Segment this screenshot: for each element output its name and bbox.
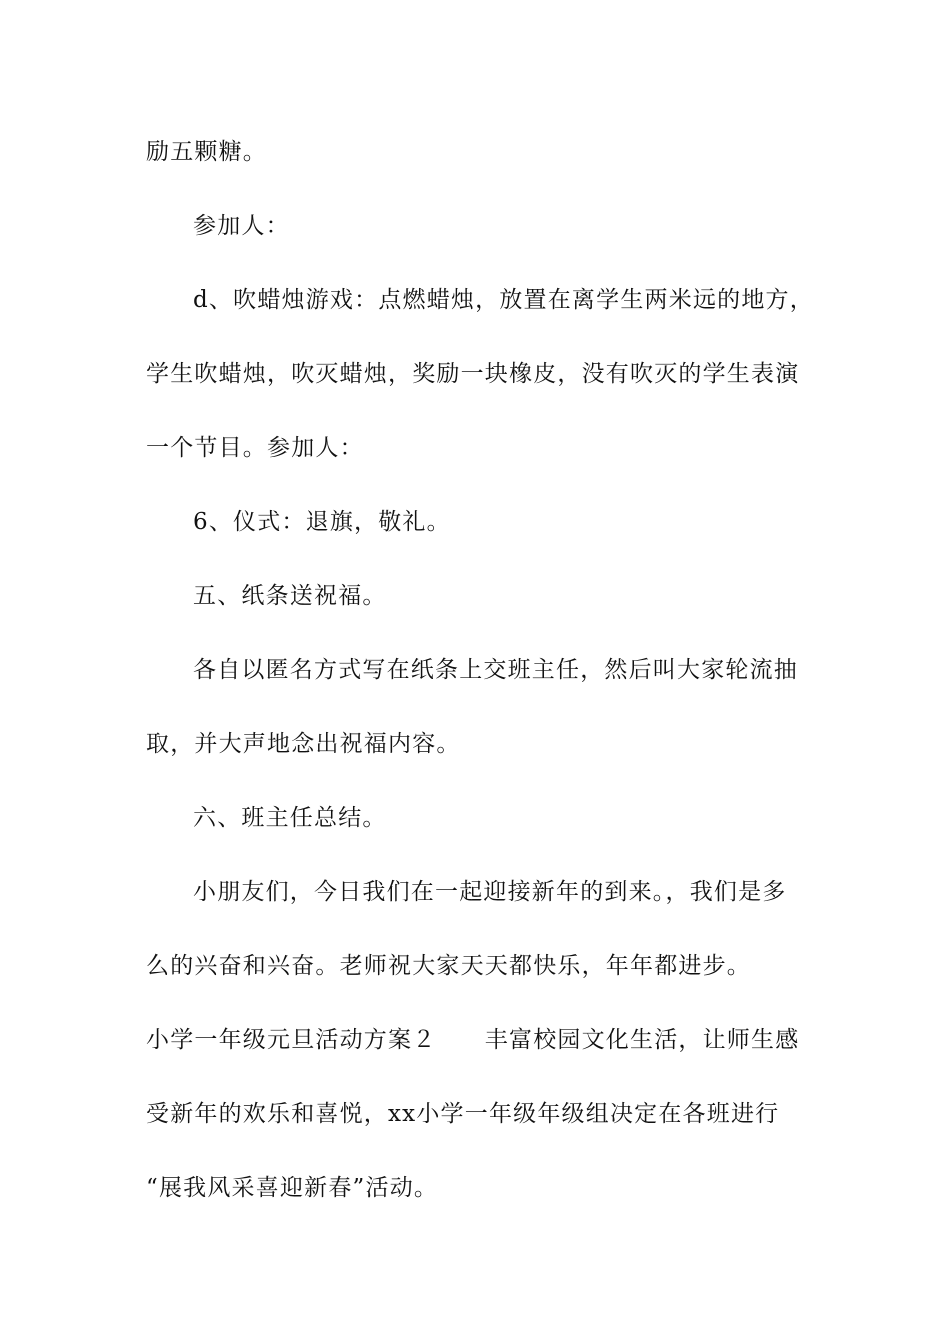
paragraph-line: 6、仪式：退旗，敬礼。 — [193, 509, 451, 535]
paragraph-line: “展我风采喜迎新春”活动。 — [146, 1175, 439, 1201]
paragraph-line: 么的兴奋和兴奋。老师祝大家天天都快乐，年年都进步。 — [146, 953, 751, 979]
paragraph-line: 小学一年级元旦活动方案２ 丰富校园文化生活，让师生感 — [146, 1027, 800, 1053]
section-heading: 六、班主任总结。 — [193, 805, 387, 831]
paragraph-line: 参加人： — [193, 213, 290, 239]
paragraph-line: 学生吹蜡烛，吹灭蜡烛，奖励一块橡皮，没有吹灭的学生表演 — [146, 361, 800, 387]
section-heading: 五、纸条送祝福。 — [193, 583, 387, 609]
paragraph-line: 小朋友们，今日我们在一起迎接新年的到来。，我们是多 — [193, 879, 787, 905]
paragraph-line: 励五颗糖。 — [146, 139, 267, 165]
paragraph-line: 一个节目。参加人： — [146, 435, 364, 461]
paragraph-line: 受新年的欢乐和喜悦，xx小学一年级年级组决定在各班进行 — [146, 1101, 780, 1127]
paragraph-line: 取，并大声地念出祝福内容。 — [146, 731, 461, 757]
paragraph-line: d、吹蜡烛游戏：点燃蜡烛，放置在离学生两米远的地方， — [193, 287, 814, 313]
paragraph-line: 各自以匿名方式写在纸条上交班主任，然后叫大家轮流抽 — [193, 657, 798, 683]
